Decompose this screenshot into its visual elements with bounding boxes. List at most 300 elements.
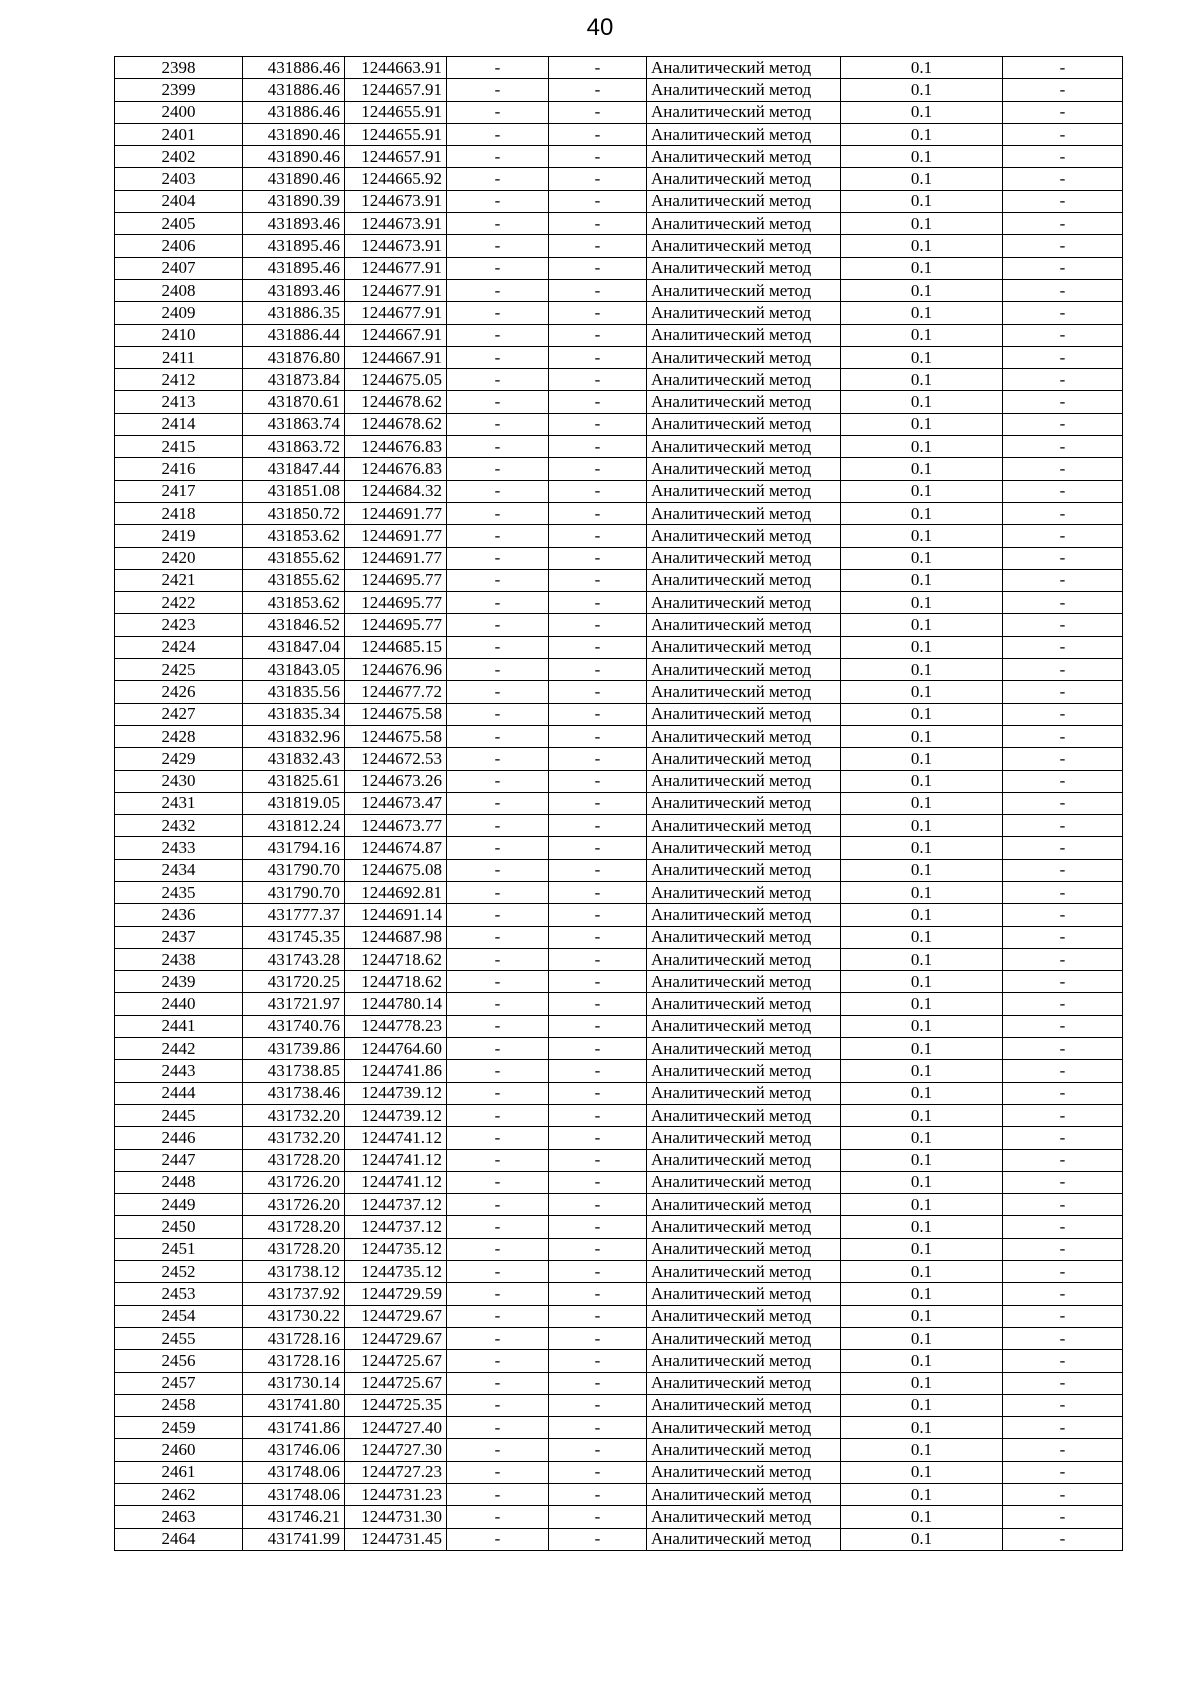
dash-cell: - xyxy=(447,1305,549,1327)
dash-cell: - xyxy=(1003,1015,1123,1037)
y-coordinate-cell: 1244695.77 xyxy=(345,592,447,614)
dash-cell: - xyxy=(1003,146,1123,168)
table-row xyxy=(115,1394,1123,1416)
x-coordinate-cell: 431790.70 xyxy=(243,881,345,903)
x-coordinate-cell: 431726.20 xyxy=(243,1171,345,1193)
dash-cell: - xyxy=(447,681,549,703)
accuracy-cell: 0.1 xyxy=(841,413,1003,435)
method-cell: Аналитический метод xyxy=(647,79,841,101)
dash-cell: - xyxy=(1003,926,1123,948)
dash-cell: - xyxy=(549,1350,647,1372)
table-row xyxy=(115,1417,1123,1439)
y-coordinate-cell: 1244667.91 xyxy=(345,346,447,368)
x-coordinate-cell: 431832.43 xyxy=(243,748,345,770)
table-row xyxy=(115,123,1123,145)
x-coordinate-cell: 431890.39 xyxy=(243,190,345,212)
table-row xyxy=(115,770,1123,792)
table-row xyxy=(115,369,1123,391)
y-coordinate-cell: 1244735.12 xyxy=(345,1261,447,1283)
y-coordinate-cell: 1244685.15 xyxy=(345,636,447,658)
dash-cell: - xyxy=(1003,1127,1123,1149)
accuracy-cell: 0.1 xyxy=(841,725,1003,747)
y-coordinate-cell: 1244739.12 xyxy=(345,1082,447,1104)
dash-cell: - xyxy=(1003,369,1123,391)
dash-cell: - xyxy=(1003,547,1123,569)
point-number-cell: 2415 xyxy=(115,436,243,458)
accuracy-cell: 0.1 xyxy=(841,926,1003,948)
method-cell: Аналитический метод xyxy=(647,904,841,926)
dash-cell: - xyxy=(549,458,647,480)
table-row xyxy=(115,792,1123,814)
dash-cell: - xyxy=(549,1194,647,1216)
dash-cell: - xyxy=(549,324,647,346)
dash-cell: - xyxy=(1003,1327,1123,1349)
dash-cell: - xyxy=(549,57,647,79)
point-number-cell: 2449 xyxy=(115,1194,243,1216)
dash-cell: - xyxy=(549,413,647,435)
table-row xyxy=(115,569,1123,591)
method-cell: Аналитический метод xyxy=(647,1060,841,1082)
table-body xyxy=(115,57,1123,1551)
accuracy-cell: 0.1 xyxy=(841,1216,1003,1238)
dash-cell: - xyxy=(447,146,549,168)
dash-cell: - xyxy=(447,1194,549,1216)
table-row xyxy=(115,1194,1123,1216)
dash-cell: - xyxy=(1003,168,1123,190)
method-cell: Аналитический метод xyxy=(647,881,841,903)
method-cell: Аналитический метод xyxy=(647,458,841,480)
dash-cell: - xyxy=(549,703,647,725)
method-cell: Аналитический метод xyxy=(647,168,841,190)
dash-cell: - xyxy=(447,213,549,235)
x-coordinate-cell: 431721.97 xyxy=(243,993,345,1015)
dash-cell: - xyxy=(1003,413,1123,435)
y-coordinate-cell: 1244691.77 xyxy=(345,525,447,547)
dash-cell: - xyxy=(447,770,549,792)
point-number-cell: 2436 xyxy=(115,904,243,926)
method-cell: Аналитический метод xyxy=(647,815,841,837)
dash-cell: - xyxy=(1003,436,1123,458)
y-coordinate-cell: 1244741.86 xyxy=(345,1060,447,1082)
dash-cell: - xyxy=(447,1484,549,1506)
table-row xyxy=(115,1104,1123,1126)
dash-cell: - xyxy=(1003,346,1123,368)
coordinates-table xyxy=(114,56,1123,1551)
dash-cell: - xyxy=(447,391,549,413)
y-coordinate-cell: 1244676.83 xyxy=(345,436,447,458)
dash-cell: - xyxy=(447,948,549,970)
table-row xyxy=(115,1127,1123,1149)
point-number-cell: 2425 xyxy=(115,659,243,681)
dash-cell: - xyxy=(1003,770,1123,792)
y-coordinate-cell: 1244778.23 xyxy=(345,1015,447,1037)
dash-cell: - xyxy=(549,123,647,145)
y-coordinate-cell: 1244676.83 xyxy=(345,458,447,480)
dash-cell: - xyxy=(447,1082,549,1104)
point-number-cell: 2410 xyxy=(115,324,243,346)
x-coordinate-cell: 431728.16 xyxy=(243,1327,345,1349)
table-row xyxy=(115,1439,1123,1461)
table-row xyxy=(115,279,1123,301)
point-number-cell: 2461 xyxy=(115,1461,243,1483)
accuracy-cell: 0.1 xyxy=(841,569,1003,591)
method-cell: Аналитический метод xyxy=(647,859,841,881)
dash-cell: - xyxy=(1003,614,1123,636)
dash-cell: - xyxy=(447,837,549,859)
method-cell: Аналитический метод xyxy=(647,1439,841,1461)
y-coordinate-cell: 1244675.08 xyxy=(345,859,447,881)
point-number-cell: 2450 xyxy=(115,1216,243,1238)
dash-cell: - xyxy=(1003,1238,1123,1260)
x-coordinate-cell: 431876.80 xyxy=(243,346,345,368)
method-cell: Аналитический метод xyxy=(647,1038,841,1060)
dash-cell: - xyxy=(447,1350,549,1372)
y-coordinate-cell: 1244725.67 xyxy=(345,1372,447,1394)
dash-cell: - xyxy=(549,168,647,190)
y-coordinate-cell: 1244735.12 xyxy=(345,1238,447,1260)
dash-cell: - xyxy=(1003,904,1123,926)
y-coordinate-cell: 1244676.96 xyxy=(345,659,447,681)
dash-cell: - xyxy=(549,79,647,101)
point-number-cell: 2400 xyxy=(115,101,243,123)
table-row xyxy=(115,57,1123,79)
x-coordinate-cell: 431738.85 xyxy=(243,1060,345,1082)
method-cell: Аналитический метод xyxy=(647,1194,841,1216)
method-cell: Аналитический метод xyxy=(647,547,841,569)
accuracy-cell: 0.1 xyxy=(841,703,1003,725)
accuracy-cell: 0.1 xyxy=(841,904,1003,926)
method-cell: Аналитический метод xyxy=(647,391,841,413)
y-coordinate-cell: 1244677.91 xyxy=(345,257,447,279)
accuracy-cell: 0.1 xyxy=(841,859,1003,881)
dash-cell: - xyxy=(447,1127,549,1149)
dash-cell: - xyxy=(1003,1283,1123,1305)
dash-cell: - xyxy=(447,525,549,547)
x-coordinate-cell: 431870.61 xyxy=(243,391,345,413)
accuracy-cell: 0.1 xyxy=(841,681,1003,703)
dash-cell: - xyxy=(447,993,549,1015)
accuracy-cell: 0.1 xyxy=(841,1394,1003,1416)
dash-cell: - xyxy=(549,1082,647,1104)
y-coordinate-cell: 1244678.62 xyxy=(345,391,447,413)
dash-cell: - xyxy=(549,1127,647,1149)
dash-cell: - xyxy=(549,904,647,926)
dash-cell: - xyxy=(447,168,549,190)
point-number-cell: 2407 xyxy=(115,257,243,279)
point-number-cell: 2427 xyxy=(115,703,243,725)
method-cell: Аналитический метод xyxy=(647,792,841,814)
y-coordinate-cell: 1244691.77 xyxy=(345,547,447,569)
table-row xyxy=(115,480,1123,502)
method-cell: Аналитический метод xyxy=(647,703,841,725)
dash-cell: - xyxy=(1003,1484,1123,1506)
method-cell: Аналитический метод xyxy=(647,659,841,681)
method-cell: Аналитический метод xyxy=(647,1238,841,1260)
point-number-cell: 2402 xyxy=(115,146,243,168)
dash-cell: - xyxy=(447,1038,549,1060)
x-coordinate-cell: 431847.44 xyxy=(243,458,345,480)
accuracy-cell: 0.1 xyxy=(841,480,1003,502)
point-number-cell: 2412 xyxy=(115,369,243,391)
x-coordinate-cell: 431738.46 xyxy=(243,1082,345,1104)
x-coordinate-cell: 431847.04 xyxy=(243,636,345,658)
point-number-cell: 2446 xyxy=(115,1127,243,1149)
method-cell: Аналитический метод xyxy=(647,681,841,703)
y-coordinate-cell: 1244691.77 xyxy=(345,502,447,524)
dash-cell: - xyxy=(447,257,549,279)
dash-cell: - xyxy=(447,904,549,926)
dash-cell: - xyxy=(447,1149,549,1171)
dash-cell: - xyxy=(447,748,549,770)
method-cell: Аналитический метод xyxy=(647,213,841,235)
dash-cell: - xyxy=(549,592,647,614)
dash-cell: - xyxy=(1003,1350,1123,1372)
dash-cell: - xyxy=(549,547,647,569)
dash-cell: - xyxy=(549,302,647,324)
method-cell: Аналитический метод xyxy=(647,1261,841,1283)
dash-cell: - xyxy=(549,1394,647,1416)
dash-cell: - xyxy=(1003,703,1123,725)
method-cell: Аналитический метод xyxy=(647,748,841,770)
table-row xyxy=(115,725,1123,747)
x-coordinate-cell: 431748.06 xyxy=(243,1484,345,1506)
table-row xyxy=(115,659,1123,681)
y-coordinate-cell: 1244673.77 xyxy=(345,815,447,837)
accuracy-cell: 0.1 xyxy=(841,1439,1003,1461)
y-coordinate-cell: 1244675.58 xyxy=(345,703,447,725)
x-coordinate-cell: 431726.20 xyxy=(243,1194,345,1216)
dash-cell: - xyxy=(447,1372,549,1394)
dash-cell: - xyxy=(447,547,549,569)
table-row xyxy=(115,614,1123,636)
y-coordinate-cell: 1244737.12 xyxy=(345,1216,447,1238)
accuracy-cell: 0.1 xyxy=(841,1528,1003,1550)
accuracy-cell: 0.1 xyxy=(841,1261,1003,1283)
x-coordinate-cell: 431738.12 xyxy=(243,1261,345,1283)
method-cell: Аналитический метод xyxy=(647,57,841,79)
x-coordinate-cell: 431720.25 xyxy=(243,971,345,993)
dash-cell: - xyxy=(549,1417,647,1439)
method-cell: Аналитический метод xyxy=(647,1305,841,1327)
point-number-cell: 2464 xyxy=(115,1528,243,1550)
table-row xyxy=(115,592,1123,614)
x-coordinate-cell: 431846.52 xyxy=(243,614,345,636)
table-row xyxy=(115,1484,1123,1506)
dash-cell: - xyxy=(447,815,549,837)
method-cell: Аналитический метод xyxy=(647,1149,841,1171)
dash-cell: - xyxy=(549,792,647,814)
dash-cell: - xyxy=(1003,1104,1123,1126)
x-coordinate-cell: 431730.22 xyxy=(243,1305,345,1327)
dash-cell: - xyxy=(549,1372,647,1394)
y-coordinate-cell: 1244655.91 xyxy=(345,101,447,123)
accuracy-cell: 0.1 xyxy=(841,369,1003,391)
dash-cell: - xyxy=(1003,1305,1123,1327)
point-number-cell: 2459 xyxy=(115,1417,243,1439)
x-coordinate-cell: 431732.20 xyxy=(243,1127,345,1149)
y-coordinate-cell: 1244677.72 xyxy=(345,681,447,703)
x-coordinate-cell: 431728.20 xyxy=(243,1216,345,1238)
point-number-cell: 2462 xyxy=(115,1484,243,1506)
dash-cell: - xyxy=(549,235,647,257)
dash-cell: - xyxy=(549,971,647,993)
x-coordinate-cell: 431895.46 xyxy=(243,235,345,257)
point-number-cell: 2440 xyxy=(115,993,243,1015)
table-row xyxy=(115,213,1123,235)
dash-cell: - xyxy=(549,213,647,235)
y-coordinate-cell: 1244725.67 xyxy=(345,1350,447,1372)
dash-cell: - xyxy=(447,1104,549,1126)
table-row xyxy=(115,904,1123,926)
table-row xyxy=(115,1350,1123,1372)
x-coordinate-cell: 431835.34 xyxy=(243,703,345,725)
y-coordinate-cell: 1244684.32 xyxy=(345,480,447,502)
point-number-cell: 2416 xyxy=(115,458,243,480)
dash-cell: - xyxy=(1003,79,1123,101)
y-coordinate-cell: 1244667.91 xyxy=(345,324,447,346)
table-row xyxy=(115,257,1123,279)
point-number-cell: 2426 xyxy=(115,681,243,703)
x-coordinate-cell: 431743.28 xyxy=(243,948,345,970)
x-coordinate-cell: 431825.61 xyxy=(243,770,345,792)
point-number-cell: 2454 xyxy=(115,1305,243,1327)
point-number-cell: 2428 xyxy=(115,725,243,747)
dash-cell: - xyxy=(447,235,549,257)
y-coordinate-cell: 1244675.05 xyxy=(345,369,447,391)
dash-cell: - xyxy=(447,324,549,346)
point-number-cell: 2403 xyxy=(115,168,243,190)
dash-cell: - xyxy=(549,1216,647,1238)
point-number-cell: 2437 xyxy=(115,926,243,948)
table-row xyxy=(115,547,1123,569)
y-coordinate-cell: 1244718.62 xyxy=(345,971,447,993)
y-coordinate-cell: 1244673.26 xyxy=(345,770,447,792)
table-row xyxy=(115,1261,1123,1283)
point-number-cell: 2411 xyxy=(115,346,243,368)
table-row xyxy=(115,636,1123,658)
dash-cell: - xyxy=(447,1417,549,1439)
dash-cell: - xyxy=(447,1461,549,1483)
x-coordinate-cell: 431741.86 xyxy=(243,1417,345,1439)
dash-cell: - xyxy=(447,703,549,725)
table-row xyxy=(115,1038,1123,1060)
y-coordinate-cell: 1244729.67 xyxy=(345,1327,447,1349)
dash-cell: - xyxy=(447,346,549,368)
accuracy-cell: 0.1 xyxy=(841,815,1003,837)
table-row xyxy=(115,926,1123,948)
x-coordinate-cell: 431873.84 xyxy=(243,369,345,391)
point-number-cell: 2434 xyxy=(115,859,243,881)
method-cell: Аналитический метод xyxy=(647,235,841,257)
point-number-cell: 2442 xyxy=(115,1038,243,1060)
point-number-cell: 2420 xyxy=(115,547,243,569)
dash-cell: - xyxy=(1003,1439,1123,1461)
y-coordinate-cell: 1244764.60 xyxy=(345,1038,447,1060)
dash-cell: - xyxy=(1003,1060,1123,1082)
accuracy-cell: 0.1 xyxy=(841,547,1003,569)
point-number-cell: 2418 xyxy=(115,502,243,524)
dash-cell: - xyxy=(549,502,647,524)
dash-cell: - xyxy=(1003,725,1123,747)
dash-cell: - xyxy=(549,101,647,123)
dash-cell: - xyxy=(549,926,647,948)
accuracy-cell: 0.1 xyxy=(841,1038,1003,1060)
method-cell: Аналитический метод xyxy=(647,369,841,391)
dash-cell: - xyxy=(1003,279,1123,301)
y-coordinate-cell: 1244657.91 xyxy=(345,79,447,101)
accuracy-cell: 0.1 xyxy=(841,1104,1003,1126)
dash-cell: - xyxy=(549,1015,647,1037)
dash-cell: - xyxy=(447,302,549,324)
y-coordinate-cell: 1244691.14 xyxy=(345,904,447,926)
dash-cell: - xyxy=(549,1104,647,1126)
dash-cell: - xyxy=(447,57,549,79)
table-row xyxy=(115,971,1123,993)
dash-cell: - xyxy=(1003,1461,1123,1483)
dash-cell: - xyxy=(1003,1528,1123,1550)
table-row xyxy=(115,748,1123,770)
accuracy-cell: 0.1 xyxy=(841,458,1003,480)
dash-cell: - xyxy=(447,926,549,948)
x-coordinate-cell: 431835.56 xyxy=(243,681,345,703)
y-coordinate-cell: 1244725.35 xyxy=(345,1394,447,1416)
point-number-cell: 2409 xyxy=(115,302,243,324)
method-cell: Аналитический метод xyxy=(647,614,841,636)
dash-cell: - xyxy=(1003,859,1123,881)
dash-cell: - xyxy=(1003,525,1123,547)
point-number-cell: 2399 xyxy=(115,79,243,101)
y-coordinate-cell: 1244729.67 xyxy=(345,1305,447,1327)
dash-cell: - xyxy=(549,1439,647,1461)
dash-cell: - xyxy=(549,1461,647,1483)
method-cell: Аналитический метод xyxy=(647,101,841,123)
dash-cell: - xyxy=(549,1327,647,1349)
dash-cell: - xyxy=(549,257,647,279)
x-coordinate-cell: 431728.20 xyxy=(243,1149,345,1171)
y-coordinate-cell: 1244741.12 xyxy=(345,1149,447,1171)
method-cell: Аналитический метод xyxy=(647,525,841,547)
dash-cell: - xyxy=(549,190,647,212)
table-row xyxy=(115,881,1123,903)
x-coordinate-cell: 431746.06 xyxy=(243,1439,345,1461)
x-coordinate-cell: 431730.14 xyxy=(243,1372,345,1394)
dash-cell: - xyxy=(549,1171,647,1193)
dash-cell: - xyxy=(549,146,647,168)
accuracy-cell: 0.1 xyxy=(841,948,1003,970)
x-coordinate-cell: 431886.44 xyxy=(243,324,345,346)
dash-cell: - xyxy=(549,770,647,792)
page-number: 40 xyxy=(586,14,614,41)
dash-cell: - xyxy=(1003,792,1123,814)
dash-cell: - xyxy=(447,190,549,212)
x-coordinate-cell: 431853.62 xyxy=(243,592,345,614)
accuracy-cell: 0.1 xyxy=(841,1283,1003,1305)
x-coordinate-cell: 431737.92 xyxy=(243,1283,345,1305)
table-row xyxy=(115,1149,1123,1171)
method-cell: Аналитический метод xyxy=(647,1350,841,1372)
x-coordinate-cell: 431863.74 xyxy=(243,413,345,435)
dash-cell: - xyxy=(549,279,647,301)
x-coordinate-cell: 431819.05 xyxy=(243,792,345,814)
y-coordinate-cell: 1244673.47 xyxy=(345,792,447,814)
x-coordinate-cell: 431812.24 xyxy=(243,815,345,837)
method-cell: Аналитический метод xyxy=(647,1528,841,1550)
dash-cell: - xyxy=(1003,993,1123,1015)
accuracy-cell: 0.1 xyxy=(841,1461,1003,1483)
table-row xyxy=(115,1283,1123,1305)
y-coordinate-cell: 1244674.87 xyxy=(345,837,447,859)
accuracy-cell: 0.1 xyxy=(841,1506,1003,1528)
